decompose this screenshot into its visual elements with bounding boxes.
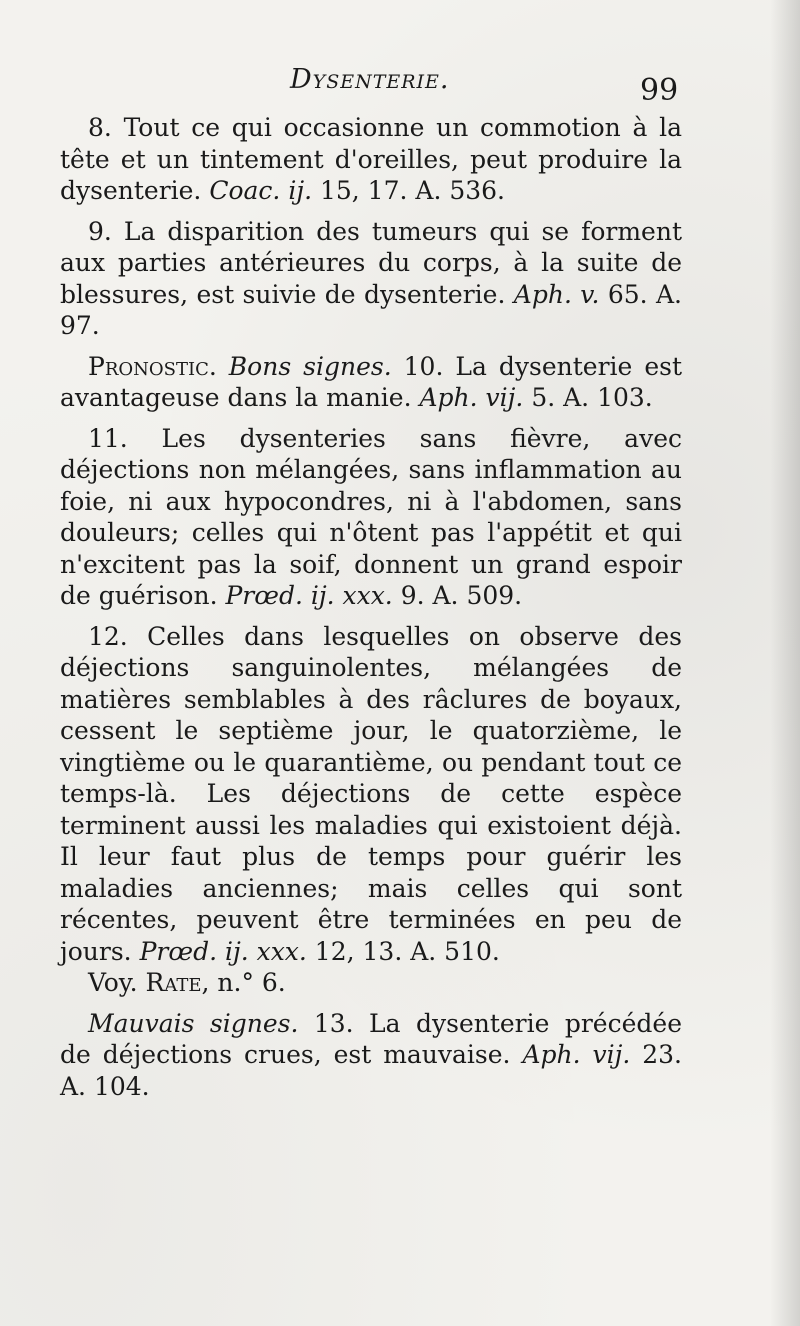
paragraph-10 [60,351,682,414]
section-heading-pronostic: Pronostic. [88,351,217,381]
paragraph-12-reference: Prœd. ij. xxx. [139,936,307,966]
paragraph-8-reference: Coac. ij. [209,176,313,205]
paragraph-11-reference: Prœd. ij. xxx. [225,581,393,610]
cross-reference [60,967,682,999]
paragraph-13-text: 13. La dysenterie précédée de déjections crues, est mauvaise. [60,1008,682,1069]
subheading-mauvais-signes: Mauvais signes. [88,1008,299,1038]
paragraph-8-reference-tail: 15, 17. A. 536. [312,176,505,205]
paragraph-12-reference-tail: 12, 13. A. 510. [306,936,500,966]
page-number: 99 [640,73,679,108]
paragraph-10-reference-tail: 5. A. 103. [523,383,653,412]
paragraph-11 [60,423,682,612]
paragraph-9-reference: Aph. v. [513,279,600,309]
paragraph-9 [60,216,682,342]
paragraph-13 [60,1008,682,1103]
text-block [60,112,682,1102]
cross-reference-tail: , n.° 6. [201,968,286,997]
subheading-bons-signes: Bons signes. [216,351,392,381]
cross-reference-text: Voy. [88,968,146,997]
paragraph-9-text: 9. La disparition des tumeurs qui se forment aux parties antérieures du corps, à la suite de blessures, est suivie de dysenterie. [60,216,682,309]
paragraph-12-text: 12. Celles dans lesquelles on observe des déjections sanguinolentes, mélangées de matières semblables à des râclures de boyaux, cessent le septième jour, le quatorzième, le vingtième ou le quarantième, ou pendant tout ce temps-là. Les déjections de cette espèce terminent aussi les maladies qui existoient déjà. Il leur faut plus de temps pour guérir les maladies anciennes; mais celles qui sont récentes, peuvent être terminées en peu de jours. [60,621,682,966]
running-head: Dysenterie. [290,64,450,95]
paragraph-13-reference: Aph. vij. [522,1040,631,1069]
paragraph-11-reference-tail: 9. A. 509. [392,581,523,610]
paragraph-10-reference: Aph. vij. [419,383,524,412]
paragraph-13-reference-tail: 23. A. 104. [60,1040,682,1101]
paragraph-9-reference-tail: 65. A. 97. [60,279,682,340]
paragraph-10-text: 10. La dysenterie est avantageuse dans la manie. [60,351,682,412]
paragraph-8-text: 8. Tout ce qui occasionne un commotion à la tête et un tintement d'oreilles, peut produire la dysenterie. [60,113,682,205]
cross-reference-target: Rate [145,968,202,997]
paragraph-11-text: 11. Les dysenteries sans fièvre, avec déjections non mélangées, sans inflammation au foie, ni aux hypocondres, ni à l'abdomen, sans douleurs; celles qui n'ôtent pas l'appétit et qui n'excitent pas la soif, donnent un grand espoir de guérison. [60,423,682,610]
paragraph-8 [60,112,682,207]
paragraph-12 [60,621,682,968]
page-edge-shadow [770,0,800,1326]
